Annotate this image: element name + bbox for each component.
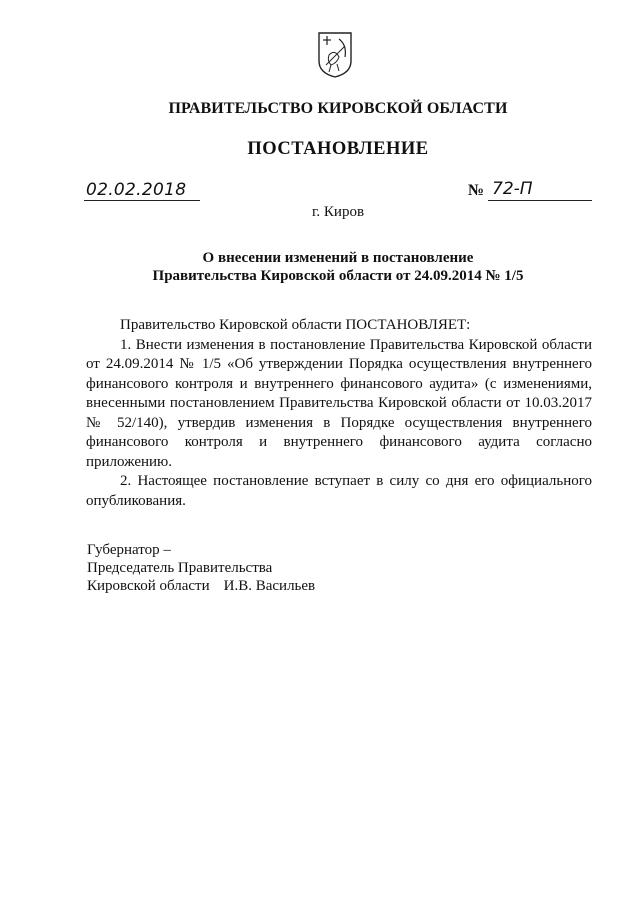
resolution-intro: Правительство Кировской области ПОСТАНОВЛЯЕТ: [120,317,471,333]
city-label: г. Киров [311,204,365,220]
subject-line-1: О внесении изменений в постановление [202,250,474,266]
number-underline [488,200,592,201]
signature-block [87,541,315,595]
resolution-item-1: 1. Внести изменения в постановление Правительства Кировской области от 24.09.2014 № 1/5 «Об утверждении Порядка осуществления внутреннего финансового контроля и внутреннего финансового аудита» (с изменениями, внесенными постановлением Правительства Кировской области от 10.03.2017 № 52/140), утвердив изменения в Порядке осуществления внутреннего финансового контроля и внутреннего финансового аудита согласно приложению. [86,336,592,470]
signatory-region: Кировской области [87,578,210,594]
signatory-title-2: Председатель Правительства [87,560,273,576]
kirov-coat-of-arms-icon [317,31,353,79]
signatory-title-3 [87,577,315,595]
document-date: 02.02.2018 [86,180,187,200]
organization-title: ПРАВИТЕЛЬСТВО КИРОВСКОЙ ОБЛАСТИ [168,100,508,117]
resolution-item-2: 2. Настоящее постановление вступает в силу со дня его официального опубликования. [86,473,592,509]
signatory-title-1: Губернатор – [87,542,171,558]
subject-line-2: Правительства Кировской области от 24.09.2014 № 1/5 [152,268,524,284]
date-underline [84,200,200,201]
document-body [86,316,592,511]
document-type-title: ПОСТАНОВЛЕНИЕ [247,139,429,159]
signatory-name: И.В. Васильев [223,578,316,594]
number-label: № [468,182,485,199]
document-number: 72-П [492,179,533,199]
document-subject [0,249,640,285]
